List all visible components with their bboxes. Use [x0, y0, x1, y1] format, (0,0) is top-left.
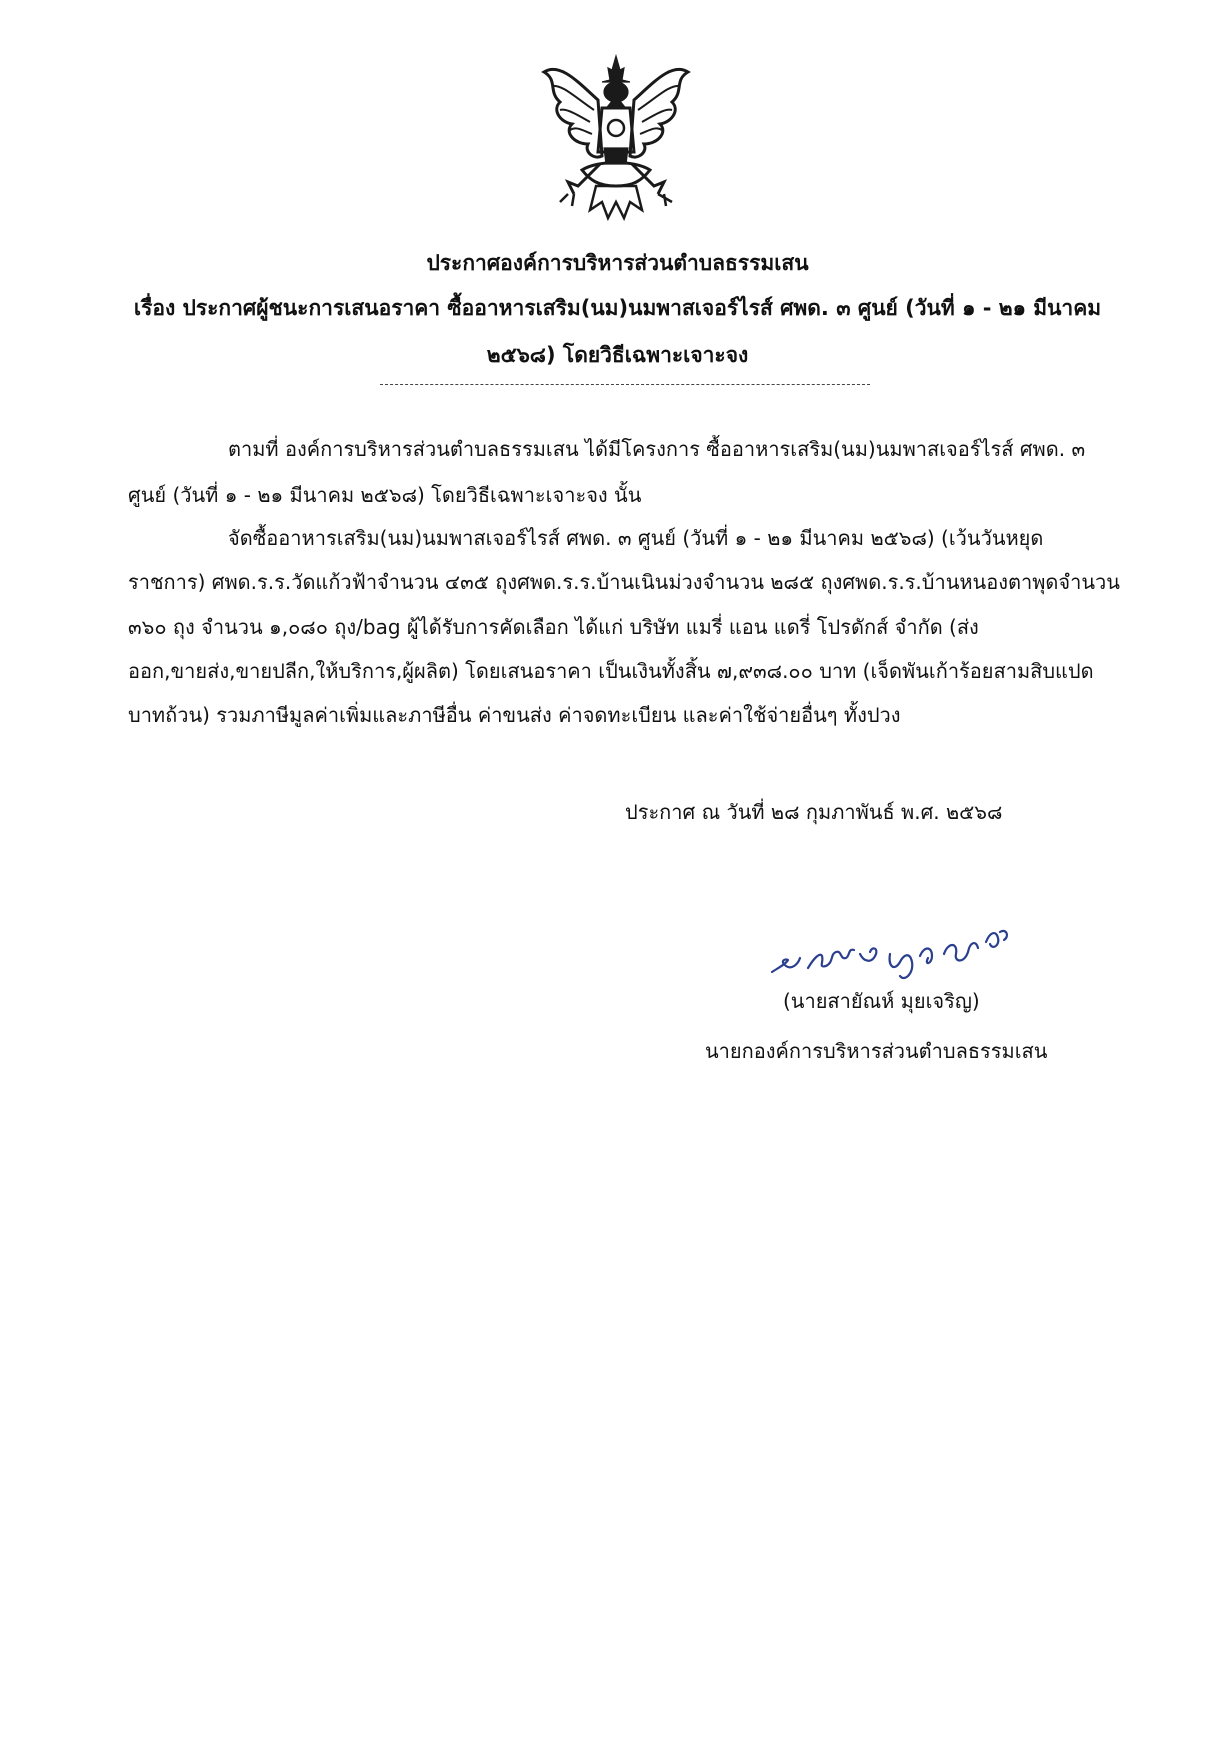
body-paragraph1-line2: ศูนย์ (วันที่ ๑ - ๒๑ มีนาคม ๒๕๖๘) โดยวิธีเฉพาะเจาะจง นั้น: [128, 483, 642, 507]
body-paragraph1-line1: ตามที่ องค์การบริหารส่วนตำบลธรรมเสน ได้มีโครงการ ซื้ออาหารเสริม(นม)นมพาสเจอร์ไรส์ ศพด. ๓: [228, 437, 1086, 461]
body-paragraph2-line1: จัดซื้ออาหารเสริม(นม)นมพาสเจอร์ไรส์ ศพด. ๓ ศูนย์ (วันที่ ๑ - ๒๑ มีนาคม ๒๕๖๘) (เว้นวันหยุด: [228, 526, 1044, 550]
body-paragraph2-line4: ออก,ขายส่ง,ขายปลีก,ให้บริการ,ผู้ผลิต) โดยเสนอราคา เป็นเงินทั้งสิ้น ๗,๙๓๘.๐๐ บาท (เจ็ดพันเก้าร้อยสามสิบแปด: [128, 659, 1094, 683]
body-paragraph2-line3: ๓๖๐ ถุง จำนวน ๑,๐๘๐ ถุง/bag ผู้ได้รับการคัดเลือก ได้แก่ บริษัท แมรี่ แอน แดรี่ โปรดักส์ จำกัด (ส่ง: [128, 615, 979, 639]
body-paragraph2-line2: ราชการ) ศพด.ร.ร.วัดแก้วฟ้าจำนวน ๔๓๕ ถุงศพด.ร.ร.บ้านเนินม่วงจำนวน ๒๘๕ ถุงศพด.ร.ร.บ้านหนองตาพุดจำนวน: [128, 570, 1120, 594]
body-paragraph2-line5: บาทถ้วน) รวมภาษีมูลค่าเพิ่มและภาษีอื่น ค่าขนส่ง ค่าจดทะเบียน และค่าใช้จ่ายอื่นๆ ทั้งปวง: [128, 703, 901, 727]
announcement-date: ประกาศ ณ วันที่ ๒๘ กุมภาพันธ์ พ.ศ. ๒๕๖๘: [625, 800, 1003, 824]
signer-name: (นายสายัณห์ มุยเจริญ): [783, 989, 980, 1013]
garuda-emblem-icon: [538, 52, 694, 230]
separator-line: [380, 384, 870, 385]
announcement-title: ประกาศองค์การบริหารส่วนตำบลธรรมเสน: [426, 251, 809, 275]
signer-position: นายกองค์การบริหารส่วนตำบลธรรมเสน: [705, 1039, 1048, 1063]
announcement-subject-line1: เรื่อง ประกาศผู้ชนะการเสนอราคา ซื้ออาหารเสริม(นม)นมพาสเจอร์ไรส์ ศพด. ๓ ศูนย์ (วันที่ ๑ - ๒๑ มีนาคม: [133, 296, 1102, 320]
announcement-subject-line2: ๒๕๖๘) โดยวิธีเฉพาะเจาะจง: [486, 343, 749, 367]
